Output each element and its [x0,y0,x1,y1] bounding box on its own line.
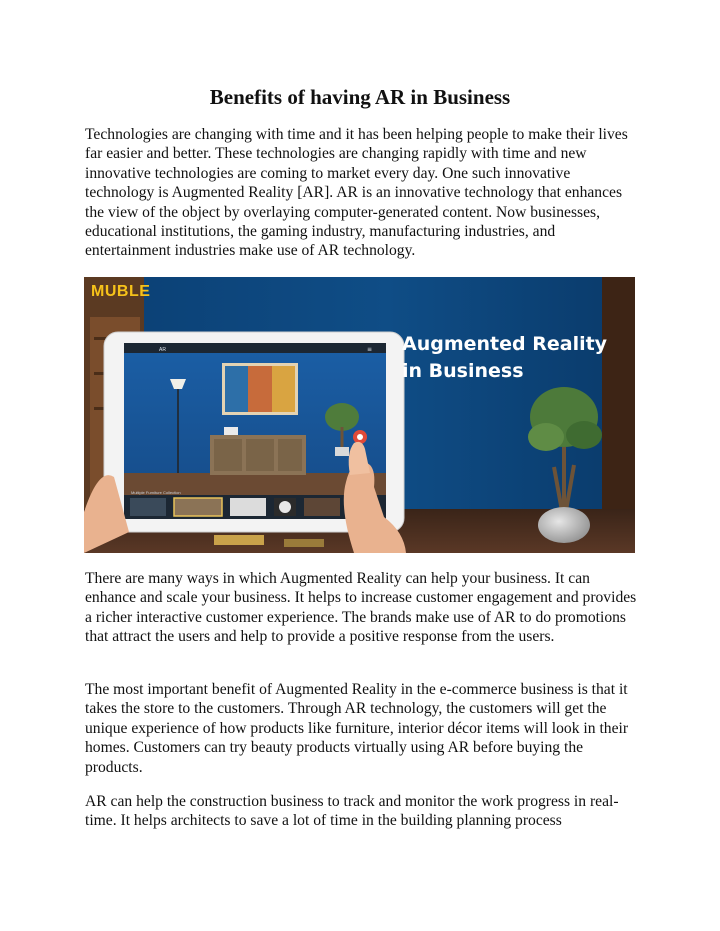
hero-image [84,277,635,553]
tablet-app-title: AR [159,347,166,353]
brand-logo: MUBLE [91,283,151,300]
menu-icon: ≡ [367,346,373,353]
hero-headline-line-1: Augmented Reality [402,333,608,355]
hero-headline [402,331,627,385]
ecommerce-paragraph: The most important benefit of Augmented Reality in the e-commerce business is that it takes the store to the customers. Through AR technology, the customers will get the unique experience of how products like furniture, interior décor items will look in their homes. Customers can try beauty products virtually using AR before buying the products. [85,681,629,776]
page-title: Benefits of having AR in Business [209,85,511,109]
construction-paragraph: AR can help the construction business to track and monitor the work progress in real-time. It helps architects to save a lot of time in the building planning process [85,793,619,830]
business-paragraph: There are many ways in which Augmented Reality can help your business. It can enhance and scale your business. It helps to increase customer engagement and provides a richer interactive customer experience. The brands make use of AR to do promotions that attract the users and help to provide a positive response from the users. [85,570,637,646]
hero-illustration [84,277,635,553]
hero-headline-line-2: in Business [402,360,524,382]
intro-paragraph: Technologies are changing with time and it has been helping people to make their lives far easier and better. These technologies are changing rapidly with time and new innovative technologies are coming to market every day. One such innovative technology is Augmented Reality [AR]. AR is an innovative technology that enhances the view of the object by overlaying computer-generated content. Now businesses, educational institutions, the gaming industry, manufacturing industries, and entertainment industries make use of AR technology. [85,126,628,260]
tablet-caption: Multiple Furniture Collection [131,490,181,495]
